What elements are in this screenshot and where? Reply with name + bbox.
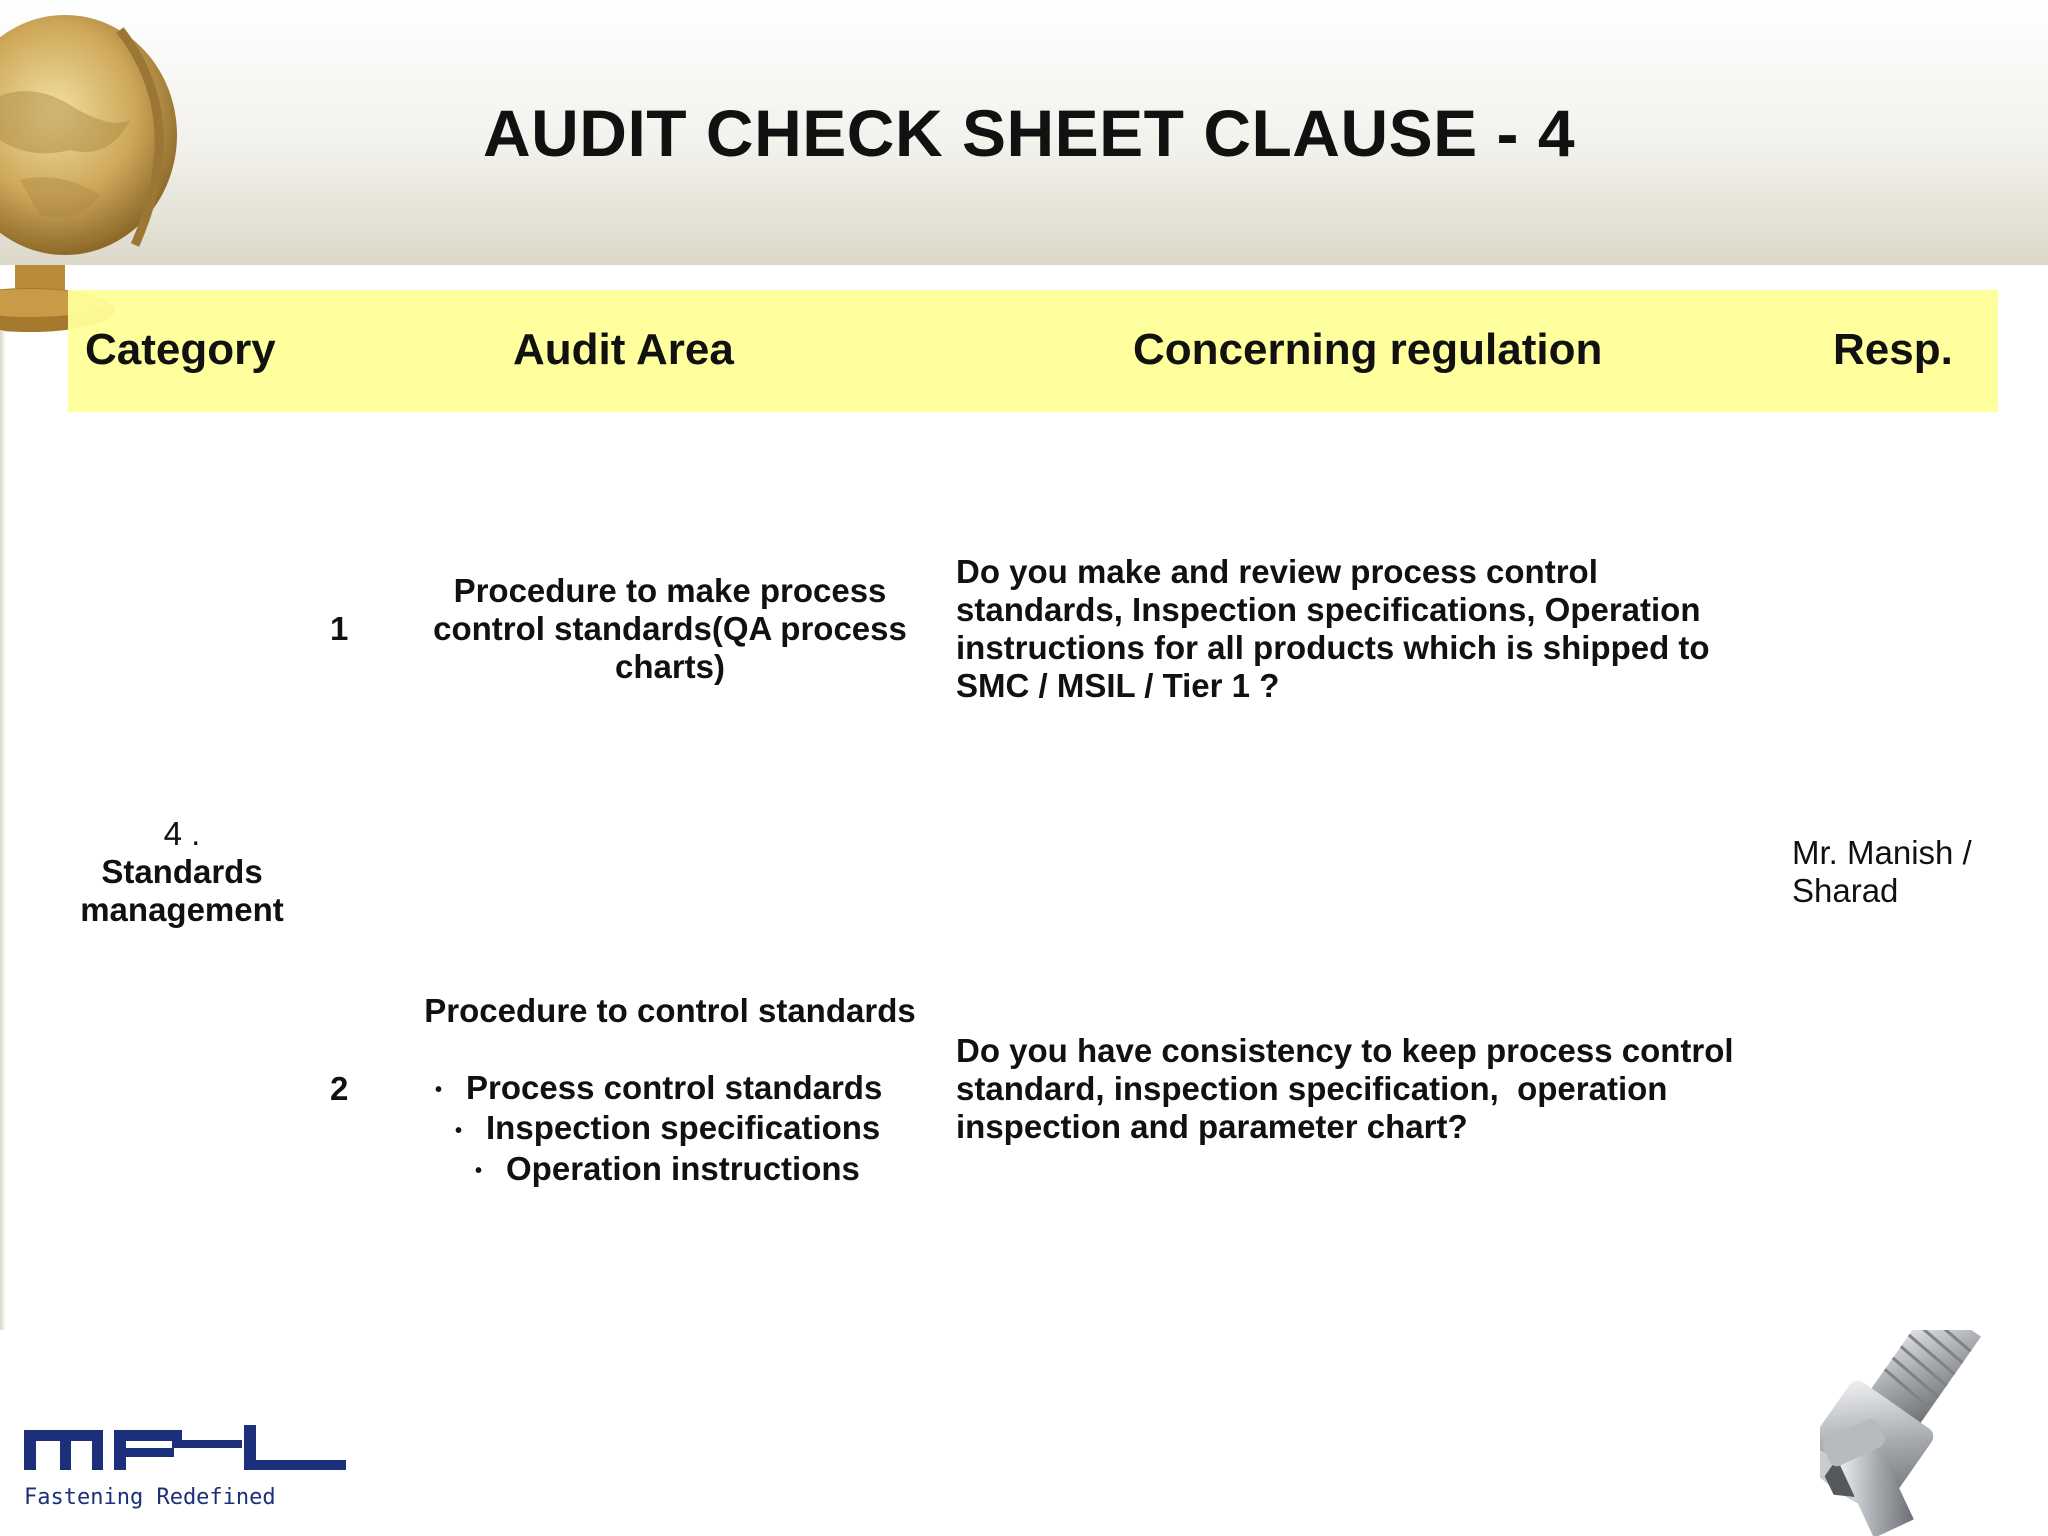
slide-title: AUDIT CHECK SHEET CLAUSE - 4 xyxy=(482,96,1576,170)
header-resp: Resp. xyxy=(1833,325,1953,374)
left-edge-shade xyxy=(0,330,6,1330)
row-1-area-line: charts) xyxy=(614,648,726,685)
category-name-line2: management xyxy=(80,891,284,928)
row-2-bullet-list xyxy=(435,1069,882,1190)
bullet-dot: • xyxy=(475,1159,483,1182)
row-1-regulation-line: standards, Inspection specifications, Operation xyxy=(956,591,1701,628)
category-name-line1: Standards xyxy=(101,853,263,890)
bullet-item xyxy=(435,1150,882,1190)
bullet-item xyxy=(435,1109,882,1149)
row-2-audit-area-heading: Procedure to control standards xyxy=(424,992,916,1029)
row-1-regulation xyxy=(956,553,1796,705)
bullet-text: Process control standards xyxy=(466,1069,883,1106)
bullet-text: Operation instructions xyxy=(506,1149,860,1187)
mfl-logo xyxy=(22,1420,352,1520)
row-2-number: 2 xyxy=(330,1070,349,1107)
row-1-area-line: control standards(QA process xyxy=(433,610,907,647)
header-audit-area: Audit Area xyxy=(513,325,734,374)
responsible-line1: Mr. Manish / xyxy=(1792,834,1972,871)
row-1-regulation-line: SMC / MSIL / Tier 1 ? xyxy=(956,667,1280,704)
bullet-item xyxy=(435,1069,882,1109)
responsible-cell xyxy=(1792,834,2032,910)
category-cell xyxy=(62,815,302,929)
category-number: 4 . xyxy=(163,815,201,852)
row-1-audit-area xyxy=(400,572,940,686)
table-header-bar xyxy=(68,290,1998,412)
row-2-regulation-line: Do you have consistency to keep process control xyxy=(956,1032,1734,1069)
header-category: Category xyxy=(85,325,276,374)
row-2-regulation-line: inspection and parameter chart? xyxy=(956,1108,1468,1145)
row-2-regulation xyxy=(956,1032,1836,1146)
row-1-regulation-line: Do you make and review process control xyxy=(956,553,1598,590)
header-regulation: Concerning regulation xyxy=(1133,325,1603,374)
row-2-regulation-line: standard, inspection specification, operation xyxy=(956,1070,1668,1107)
bullet-dot: • xyxy=(455,1119,463,1142)
logo-tagline: Fastening Redefined xyxy=(24,1485,276,1510)
bullet-text: Inspection specifications xyxy=(486,1109,881,1147)
responsible-line2: Sharad xyxy=(1792,872,1899,909)
row-1-area-line: Procedure to make process xyxy=(453,572,887,609)
bolt-icon xyxy=(1820,1330,2048,1536)
bullet-dot: • xyxy=(435,1079,443,1102)
row-1-regulation-line: instructions for all products which is shipped to xyxy=(956,629,1710,666)
row-1-number: 1 xyxy=(330,610,349,647)
